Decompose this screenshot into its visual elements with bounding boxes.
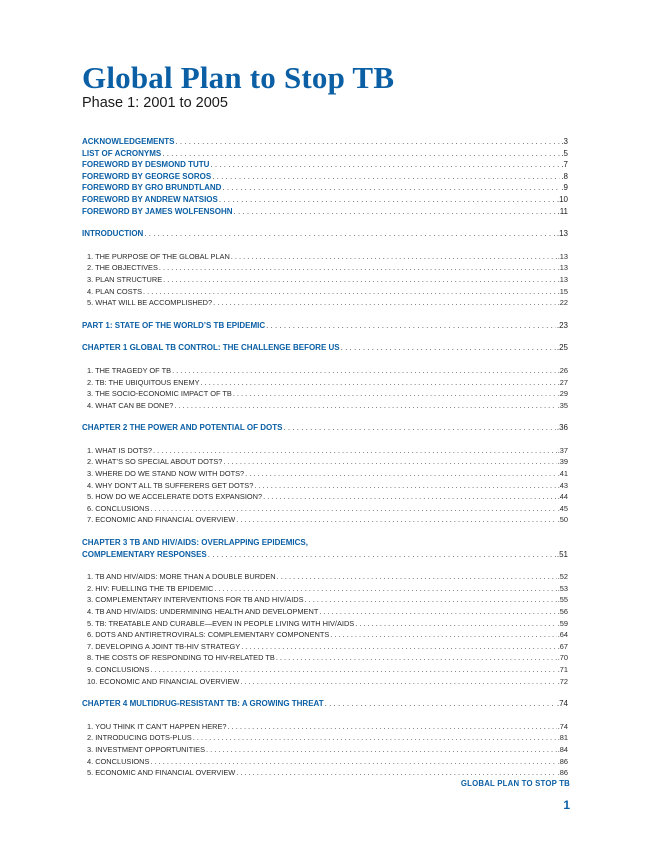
toc-entry-page: .84 — [557, 744, 568, 754]
toc-item[interactable] — [82, 606, 568, 618]
toc-item[interactable] — [82, 756, 568, 768]
toc-entry-label: 5. WHAT WILL BE ACCOMPLISHED? — [87, 298, 213, 308]
toc-entry-label: 2. WHAT’S SO SPECIAL ABOUT DOTS? — [87, 457, 223, 467]
toc-entry-label: 2. TB: THE UBIQUITOUS ENEMY — [87, 377, 200, 387]
toc-entry-page: .74 — [556, 699, 568, 709]
toc-entry-page: .56 — [557, 607, 568, 616]
toc-entry-label: 4. CONCLUSIONS — [87, 756, 150, 766]
toc-item[interactable] — [82, 744, 568, 756]
footer-running-title: GLOBAL PLAN TO STOP TB — [460, 779, 570, 788]
toc-heading-introduction[interactable] — [82, 228, 568, 240]
toc-item[interactable] — [82, 652, 568, 664]
toc-entry-page: .86 — [557, 756, 568, 766]
toc-entry-page: .15 — [557, 286, 568, 296]
toc-chapter-2 — [82, 422, 568, 526]
toc-entry-label: 2. INTRODUCING DOTS-PLUS — [87, 733, 192, 743]
toc-entry-page: .35 — [557, 400, 568, 410]
toc-front-entry[interactable] — [82, 194, 568, 206]
toc-entry-page: .59 — [557, 618, 568, 628]
toc-entry-page: .55 — [557, 595, 568, 605]
toc-entry-label: 4. PLAN COSTS — [87, 286, 143, 296]
toc-entry-page: .13 — [557, 274, 568, 284]
toc-heading-chapter-2[interactable] — [82, 422, 568, 434]
toc-heading-chapter-3[interactable] — [82, 549, 568, 561]
toc-entry-page: .52 — [557, 572, 568, 582]
dot-leader — [163, 274, 557, 286]
toc-heading-part-1[interactable] — [82, 320, 568, 332]
toc-entry-label: 3. THE SOCIO-ECONOMIC IMPACT OF TB — [87, 389, 232, 399]
toc-entry-page: .64 — [557, 630, 568, 640]
toc-entry-page: .5 — [561, 148, 568, 158]
dot-leader — [150, 756, 556, 768]
document-subtitle: Phase 1: 2001 to 2005 — [82, 95, 228, 111]
dot-leader — [319, 606, 556, 618]
toc-entry-label: INTRODUCTION — [82, 229, 144, 239]
dot-leader — [223, 456, 556, 468]
toc-introduction — [82, 228, 568, 309]
dot-leader — [213, 297, 557, 309]
toc-front-entry[interactable] — [82, 171, 568, 183]
toc-front-entry[interactable] — [82, 206, 568, 218]
dot-leader — [241, 641, 557, 653]
toc-item[interactable] — [82, 480, 568, 492]
toc-entry-label: 9. CONCLUSIONS — [87, 664, 150, 674]
toc-item[interactable] — [82, 297, 568, 309]
toc-entry-label: 1. TB AND HIV/AIDS: MORE THAN A DOUBLE BURDEN — [87, 572, 276, 582]
toc-entry-label: FOREWORD BY ANDREW NATSIOS — [82, 194, 218, 204]
dot-leader — [283, 422, 555, 434]
toc-entry-page: .39 — [557, 457, 568, 467]
dot-leader — [266, 320, 556, 332]
toc-entry-label: CHAPTER 1 GLOBAL TB CONTROL: THE CHALLENGE BEFORE US — [82, 343, 340, 353]
dot-leader — [150, 503, 556, 515]
toc-item[interactable] — [82, 664, 568, 676]
toc-heading-chapter-4[interactable] — [82, 698, 568, 710]
dot-leader — [143, 286, 557, 298]
toc-item[interactable] — [82, 286, 568, 298]
dot-leader — [172, 365, 557, 377]
toc-entry-label: 5. HOW DO WE ACCELERATE DOTS EXPANSION? — [87, 492, 263, 502]
toc-entry-page: .8 — [561, 171, 568, 181]
dot-leader — [219, 194, 556, 206]
toc-item[interactable] — [82, 571, 568, 583]
toc-entry-label: 10. ECONOMIC AND FINANCIAL OVERVIEW — [87, 676, 240, 686]
toc-entry-label: 3. COMPLEMENTARY INTERVENTIONS FOR TB AND HIV/AIDS — [87, 595, 304, 605]
toc-item[interactable] — [82, 676, 568, 688]
footer-page-number: 1 — [563, 798, 570, 812]
dot-leader — [212, 171, 560, 183]
dot-leader — [193, 732, 557, 744]
toc-front-entry[interactable] — [82, 159, 568, 171]
toc-entry-label: 3. WHERE DO WE STAND NOW WITH DOTS? — [87, 469, 245, 479]
dot-leader — [150, 664, 556, 676]
toc-entry-label: FOREWORD BY DESMOND TUTU — [82, 160, 210, 170]
toc-entry-label: 3. INVESTMENT OPPORTUNITIES — [87, 744, 205, 754]
toc-entry-page: .25 — [556, 343, 568, 353]
toc-front-entry[interactable] — [82, 182, 568, 194]
dot-leader — [236, 514, 556, 526]
dot-leader — [231, 251, 557, 263]
toc-entry-page: .36 — [556, 423, 568, 433]
dot-leader — [254, 480, 556, 492]
toc-item[interactable] — [82, 400, 568, 412]
toc-entry-page: .11 — [557, 206, 568, 216]
toc-entry-label: 1. WHAT IS DOTS? — [87, 445, 153, 455]
dot-leader — [162, 148, 560, 160]
dot-leader — [208, 549, 556, 561]
toc-entry-page: .37 — [557, 445, 568, 455]
dot-leader — [341, 342, 556, 354]
toc-entry-page: .44 — [557, 492, 568, 502]
toc-item[interactable] — [82, 445, 568, 457]
toc-entry-page: .3 — [561, 137, 568, 146]
toc-front-entry[interactable] — [82, 136, 568, 148]
document-title: Global Plan to Stop TB — [82, 60, 395, 95]
toc-entry-page: .81 — [557, 733, 568, 743]
toc-entry-page: .72 — [557, 676, 568, 686]
toc-item[interactable] — [82, 583, 568, 595]
toc-entry-label: COMPLEMENTARY RESPONSES — [82, 549, 207, 559]
dot-leader — [210, 159, 560, 171]
toc-entry-label: FOREWORD BY JAMES WOLFENSOHN — [82, 206, 233, 216]
toc-entry-page: .13 — [557, 251, 568, 261]
toc-entry-label: 1. THE TRAGEDY OF TB — [87, 365, 172, 375]
toc-chapter-1 — [82, 342, 568, 411]
toc-entry-page: .51 — [556, 549, 568, 559]
toc-entry-label: FOREWORD BY GRO BRUNDTLAND — [82, 183, 222, 193]
toc-entry-page: .53 — [557, 583, 568, 593]
dot-leader — [175, 136, 560, 148]
toc-entry-page: .41 — [557, 469, 568, 479]
dot-leader — [325, 698, 556, 710]
toc-front-entry[interactable] — [82, 148, 568, 160]
toc-item[interactable] — [82, 251, 568, 263]
dot-leader — [159, 262, 557, 274]
toc-item[interactable] — [82, 456, 568, 468]
toc-entry-label: ACKNOWLEDGEMENTS — [82, 137, 175, 146]
toc-item[interactable] — [82, 721, 568, 733]
toc-entry-page: .74 — [557, 721, 568, 731]
toc-entry-page: .9 — [561, 183, 568, 193]
dot-leader — [277, 571, 557, 583]
toc-entry-label: CHAPTER 4 MULTIDRUG-RESISTANT TB: A GROWING THREAT — [82, 699, 324, 709]
toc-entry-page: .45 — [557, 503, 568, 513]
dot-leader — [174, 400, 556, 412]
toc-entry-page: .43 — [557, 480, 568, 490]
toc-entry-label: 2. THE OBJECTIVES — [87, 263, 158, 273]
toc-chapter-3 — [82, 537, 568, 687]
toc-entry-page: .86 — [557, 768, 568, 778]
toc-entry-page: .7 — [561, 160, 568, 170]
toc-entry-label: PART 1: STATE OF THE WORLD’S TB EPIDEMIC — [82, 320, 266, 330]
toc-item[interactable] — [82, 514, 568, 526]
toc-heading-chapter-1[interactable] — [82, 342, 568, 354]
dot-leader — [206, 744, 557, 756]
toc-item[interactable] — [82, 468, 568, 480]
dot-leader — [234, 206, 557, 218]
toc-item[interactable] — [82, 767, 568, 779]
dot-leader — [276, 652, 557, 664]
dot-leader — [214, 583, 556, 595]
toc-part-1 — [82, 320, 568, 332]
toc-front-matter — [82, 136, 568, 217]
toc-entry-label: LIST OF ACRONYMS — [82, 148, 162, 158]
toc-item[interactable] — [82, 274, 568, 286]
toc-heading-chapter-3-line-1[interactable]: CHAPTER 3 TB AND HIV/AIDS: OVERLAPPING EPIDEMICS, — [82, 538, 308, 548]
toc-entry-label: 7. ECONOMIC AND FINANCIAL OVERVIEW — [87, 515, 236, 525]
toc-item[interactable] — [82, 641, 568, 653]
dot-leader — [240, 676, 556, 688]
toc-entry-label: 1. THE PURPOSE OF THE GLOBAL PLAN — [87, 251, 230, 261]
toc-entry-label: 5. ECONOMIC AND FINANCIAL OVERVIEW — [87, 768, 236, 778]
toc-item[interactable] — [82, 262, 568, 274]
toc-item[interactable] — [82, 491, 568, 503]
toc-item[interactable] — [82, 377, 568, 389]
toc-entry-page: .22 — [557, 298, 568, 308]
toc-entry-label: 6. DOTS AND ANTIRETROVIRALS: COMPLEMENTARY COMPONENTS — [87, 630, 330, 640]
dot-leader — [305, 594, 557, 606]
toc-entry-page: .50 — [557, 515, 568, 525]
toc-entry-label: 1. YOU THINK IT CAN’T HAPPEN HERE? — [87, 721, 227, 731]
table-of-contents — [82, 136, 568, 779]
dot-leader — [355, 618, 556, 630]
toc-entry-label: 8. THE COSTS OF RESPONDING TO HIV-RELATED TB — [87, 653, 275, 663]
toc-entry-label: 7. DEVELOPING A JOINT TB-HIV STRATEGY — [87, 641, 241, 651]
dot-leader — [144, 228, 556, 240]
toc-entry-page: .10 — [556, 194, 568, 204]
toc-item[interactable] — [82, 732, 568, 744]
toc-entry-page: .70 — [557, 653, 568, 663]
toc-entry-page: .13 — [557, 263, 568, 273]
toc-chapter-4 — [82, 698, 568, 779]
toc-item[interactable] — [82, 618, 568, 630]
toc-entry-label: 6. CONCLUSIONS — [87, 503, 150, 513]
toc-item[interactable] — [82, 594, 568, 606]
dot-leader — [236, 767, 556, 779]
toc-entry-page: .67 — [557, 641, 568, 651]
dot-leader — [330, 629, 556, 641]
toc-item[interactable] — [82, 365, 568, 377]
dot-leader — [153, 445, 557, 457]
toc-item[interactable] — [82, 388, 568, 400]
toc-entry-page: .26 — [557, 365, 568, 375]
toc-entry-label: 4. TB AND HIV/AIDS: UNDERMINING HEALTH AND DEVELOPMENT — [87, 607, 319, 616]
toc-entry-label: CHAPTER 2 THE POWER AND POTENTIAL OF DOTS — [82, 423, 283, 433]
toc-entry-page: .13 — [556, 229, 568, 239]
dot-leader — [233, 388, 557, 400]
toc-entry-page: .71 — [557, 664, 568, 674]
toc-entry-label: 4. WHAT CAN BE DONE? — [87, 400, 174, 410]
dot-leader — [245, 468, 557, 480]
toc-entry-label: 3. PLAN STRUCTURE — [87, 274, 163, 284]
toc-item[interactable] — [82, 503, 568, 515]
toc-entry-page: .27 — [557, 377, 568, 387]
toc-entry-label: FOREWORD BY GEORGE SOROS — [82, 171, 212, 181]
toc-entry-label: 5. TB: TREATABLE AND CURABLE—EVEN IN PEOPLE LIVING WITH HIV/AIDS — [87, 618, 355, 628]
dot-leader — [263, 491, 557, 503]
dot-leader — [222, 182, 560, 194]
dot-leader — [201, 377, 557, 389]
toc-entry-label: 2. HIV: FUELLING THE TB EPIDEMIC — [87, 583, 214, 593]
toc-item[interactable] — [82, 629, 568, 641]
toc-entry-page: .29 — [557, 389, 568, 399]
toc-entry-page: .23 — [556, 320, 568, 330]
toc-entry-label: 4. WHY DON’T ALL TB SUFFERERS GET DOTS? — [87, 480, 254, 490]
dot-leader — [228, 721, 557, 733]
